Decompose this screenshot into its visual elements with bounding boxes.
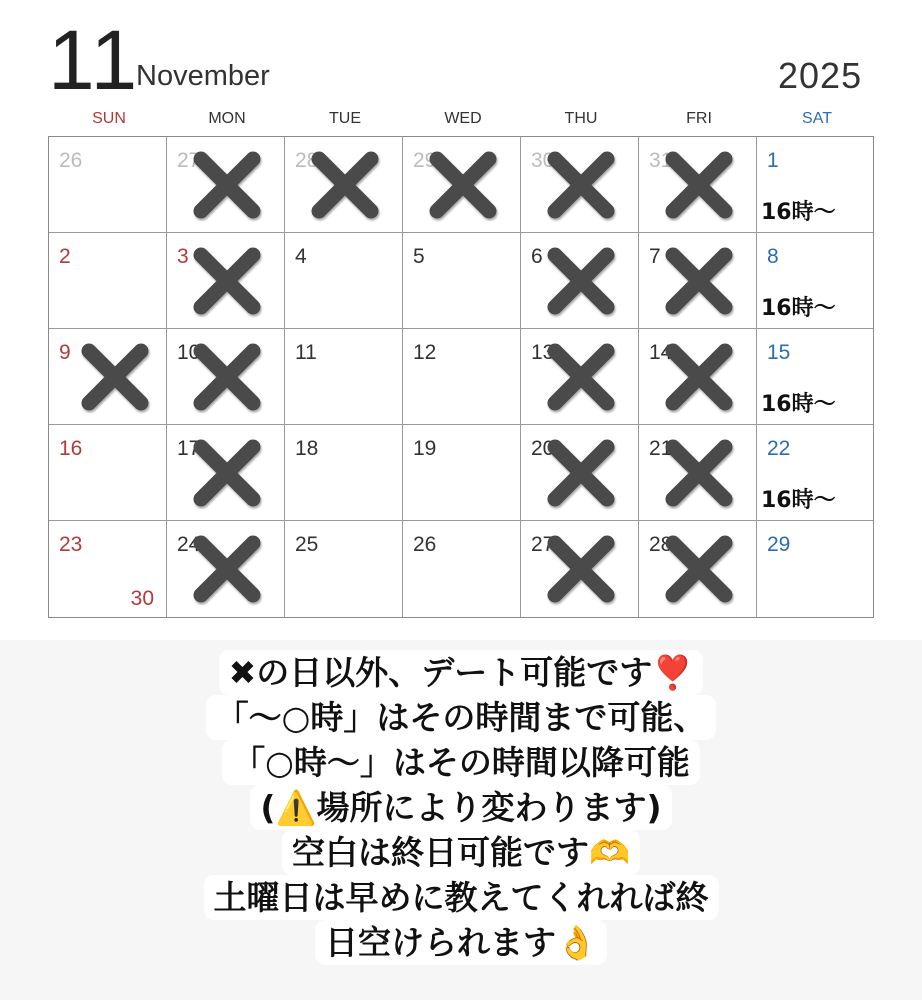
day-number: 1 (767, 149, 779, 172)
weekday-tue: TUE (329, 110, 361, 127)
month-number: 11 (48, 13, 140, 107)
calendar-day-cell (757, 425, 873, 521)
day-number: 27 (531, 533, 555, 556)
calendar-day-cell (285, 521, 403, 617)
cross-mark-icon (307, 147, 383, 223)
cross-mark-icon (189, 339, 265, 415)
calendar-day-cell (757, 137, 873, 233)
day-number: 12 (413, 341, 437, 364)
availability-message (0, 650, 922, 965)
cross-mark-icon (543, 531, 619, 607)
message-line: 空白は終日可能です🫶 (282, 830, 640, 875)
calendar-day-cell (285, 233, 403, 329)
time-note: 16時〜 (761, 296, 836, 321)
day-number: 30 (531, 149, 555, 172)
calendar-day-cell (639, 425, 757, 521)
cross-mark-icon (543, 435, 619, 511)
calendar-day-cell (521, 137, 639, 233)
weekday-thu: THU (564, 110, 598, 127)
day-number: 20 (531, 437, 555, 460)
calendar-day-cell (167, 329, 285, 425)
weekday-fri: FRI (686, 110, 712, 127)
weekday-sat: SAT (802, 110, 832, 127)
calendar-day-cell (521, 233, 639, 329)
day-number: 3 (177, 245, 189, 268)
day-number: 18 (295, 437, 319, 460)
cross-mark-icon (661, 435, 737, 511)
time-note: 16時〜 (761, 200, 836, 225)
cross-mark-icon (661, 147, 737, 223)
cross-mark-icon (543, 339, 619, 415)
day-number: 22 (767, 437, 791, 460)
calendar-day-cell (403, 137, 521, 233)
calendar-day-cell (49, 329, 167, 425)
day-number: 29 (413, 149, 437, 172)
calendar-day-cell (639, 233, 757, 329)
time-note: 16時〜 (761, 392, 836, 417)
day-number: 8 (767, 245, 779, 268)
calendar-day-cell (167, 425, 285, 521)
year: 2025 (778, 55, 863, 96)
day-number: 24 (177, 533, 201, 556)
calendar-day-cell (403, 425, 521, 521)
day-number: 11 (295, 341, 317, 364)
calendar-day-cell (285, 137, 403, 233)
day-number-extra: 30 (130, 587, 154, 610)
cross-mark-icon (77, 339, 153, 415)
day-number: 4 (295, 245, 307, 268)
calendar-day-cell (757, 521, 873, 617)
day-number: 9 (59, 341, 71, 364)
calendar-day-cell (521, 521, 639, 617)
time-note: 16時〜 (761, 488, 836, 513)
calendar-day-cell (639, 137, 757, 233)
message-line: ✖の日以外、デート可能です❣️ (219, 650, 704, 695)
calendar-day-cell (49, 137, 167, 233)
day-number: 7 (649, 245, 661, 268)
calendar-day-cell (167, 521, 285, 617)
cross-mark-icon (425, 147, 501, 223)
day-number: 21 (649, 437, 673, 460)
day-number: 10 (177, 341, 201, 364)
calendar-day-cell (403, 233, 521, 329)
day-number: 28 (295, 149, 319, 172)
cross-mark-icon (661, 531, 737, 607)
cross-mark-icon (189, 147, 265, 223)
cross-mark-icon (661, 339, 737, 415)
day-number: 26 (59, 149, 83, 172)
message-line: 日空けられます👌 (315, 920, 607, 965)
cross-mark-icon (189, 435, 265, 511)
calendar-day-cell (639, 521, 757, 617)
cross-mark-icon (543, 147, 619, 223)
day-number: 14 (649, 341, 673, 364)
day-number: 25 (295, 533, 319, 556)
day-number: 15 (767, 341, 791, 364)
cross-mark-icon (661, 243, 737, 319)
calendar-day-cell (49, 425, 167, 521)
calendar-day-cell (167, 233, 285, 329)
calendar-grid (48, 136, 874, 618)
calendar-day-cell (49, 233, 167, 329)
message-line: 「〜○時」はその時間まで可能、 (206, 695, 717, 740)
day-number: 17 (177, 437, 201, 460)
message-line: (⚠️場所により変わります) (250, 785, 671, 830)
message-line: 「○時〜」はその時間以降可能 (222, 740, 700, 785)
day-number: 29 (767, 533, 791, 556)
weekday-sun: SUN (92, 110, 126, 127)
calendar-day-cell (403, 329, 521, 425)
calendar-day-cell (167, 137, 285, 233)
day-number: 16 (59, 437, 83, 460)
calendar-day-cell (403, 521, 521, 617)
cross-mark-icon (189, 531, 265, 607)
calendar-day-cell (285, 425, 403, 521)
day-number: 2 (59, 245, 71, 268)
cross-mark-icon (543, 243, 619, 319)
calendar-day-cell (521, 329, 639, 425)
day-number: 13 (531, 341, 555, 364)
day-number: 5 (413, 245, 425, 268)
calendar-day-cell (639, 329, 757, 425)
day-number: 23 (59, 533, 83, 556)
day-number: 31 (649, 149, 673, 172)
weekday-mon: MON (208, 110, 246, 127)
calendar-day-cell (757, 329, 873, 425)
day-number: 27 (177, 149, 201, 172)
calendar-day-cell (49, 521, 167, 617)
month-name: November (136, 60, 270, 92)
cross-mark-icon (189, 243, 265, 319)
day-number: 26 (413, 533, 437, 556)
weekday-wed: WED (444, 110, 482, 127)
day-number: 28 (649, 533, 673, 556)
day-number: 19 (413, 437, 437, 460)
calendar-day-cell (521, 425, 639, 521)
message-line: 土曜日は早めに教えてくれれば終 (204, 875, 719, 920)
day-number: 6 (531, 245, 543, 268)
calendar-day-cell (757, 233, 873, 329)
calendar-day-cell (285, 329, 403, 425)
